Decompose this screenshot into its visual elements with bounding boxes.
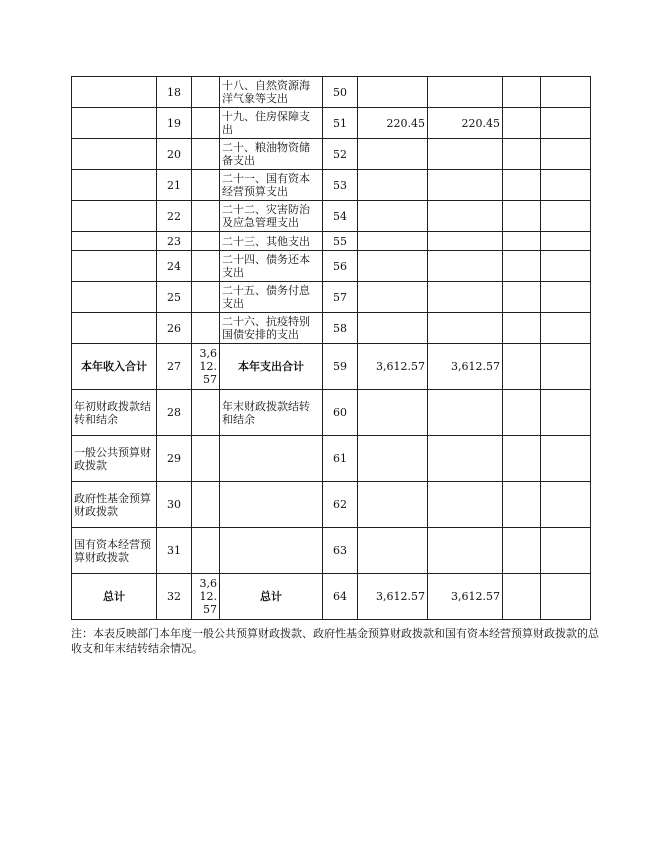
expense-total bbox=[358, 282, 428, 313]
income-amount bbox=[192, 139, 220, 170]
table-row bbox=[72, 482, 591, 528]
income-amount: 3,612.57 bbox=[192, 574, 220, 620]
expense-general-budget: 3,612.57 bbox=[428, 344, 503, 390]
expense-general-budget bbox=[428, 139, 503, 170]
expense-item-label: 二十三、其他支出 bbox=[220, 232, 323, 251]
income-item-label: 国有资本经营预算财政拨款 bbox=[72, 528, 157, 574]
expense-general-budget bbox=[428, 482, 503, 528]
income-seq: 28 bbox=[157, 390, 192, 436]
expense-item-label: 二十、粮油物资储备支出 bbox=[220, 139, 323, 170]
income-seq: 32 bbox=[157, 574, 192, 620]
income-seq: 30 bbox=[157, 482, 192, 528]
income-item-label bbox=[72, 170, 157, 201]
expense-total bbox=[358, 201, 428, 232]
expense-general-budget: 220.45 bbox=[428, 108, 503, 139]
income-amount bbox=[192, 251, 220, 282]
expense-seq: 64 bbox=[323, 574, 358, 620]
income-seq: 23 bbox=[157, 232, 192, 251]
income-item-label bbox=[72, 282, 157, 313]
income-seq: 27 bbox=[157, 344, 192, 390]
income-seq: 25 bbox=[157, 282, 192, 313]
expense-general-budget: 3,612.57 bbox=[428, 574, 503, 620]
expense-seq: 53 bbox=[323, 170, 358, 201]
expense-item-label bbox=[220, 528, 323, 574]
expense-fund-budget bbox=[503, 482, 541, 528]
table-row bbox=[72, 251, 591, 282]
expense-item-label: 年末财政拨款结转和结余 bbox=[220, 390, 323, 436]
expense-state-capital-budget bbox=[541, 201, 591, 232]
expense-seq: 58 bbox=[323, 313, 358, 344]
expense-state-capital-budget bbox=[541, 108, 591, 139]
expense-general-budget bbox=[428, 77, 503, 108]
expense-state-capital-budget bbox=[541, 282, 591, 313]
table-row bbox=[72, 201, 591, 232]
expense-item-label: 十八、自然资源海洋气象等支出 bbox=[220, 77, 323, 108]
expense-item-label: 十九、住房保障支出 bbox=[220, 108, 323, 139]
expense-total bbox=[358, 170, 428, 201]
expense-seq: 61 bbox=[323, 436, 358, 482]
expense-seq: 50 bbox=[323, 77, 358, 108]
expense-seq: 63 bbox=[323, 528, 358, 574]
income-amount: 3,612.57 bbox=[192, 344, 220, 390]
expense-general-budget bbox=[428, 201, 503, 232]
expense-fund-budget bbox=[503, 251, 541, 282]
table-row bbox=[72, 313, 591, 344]
table-body bbox=[72, 77, 591, 620]
expense-fund-budget bbox=[503, 313, 541, 344]
expense-seq: 51 bbox=[323, 108, 358, 139]
expense-fund-budget bbox=[503, 108, 541, 139]
expense-item-label bbox=[220, 482, 323, 528]
expense-state-capital-budget bbox=[541, 390, 591, 436]
income-item-label: 本年收入合计 bbox=[72, 344, 157, 390]
expense-general-budget bbox=[428, 313, 503, 344]
table-row bbox=[72, 528, 591, 574]
expense-seq: 62 bbox=[323, 482, 358, 528]
expense-seq: 52 bbox=[323, 139, 358, 170]
expense-general-budget bbox=[428, 282, 503, 313]
expense-seq: 59 bbox=[323, 344, 358, 390]
expense-fund-budget bbox=[503, 344, 541, 390]
table-row bbox=[72, 390, 591, 436]
expense-seq: 55 bbox=[323, 232, 358, 251]
table-row bbox=[72, 282, 591, 313]
table-row bbox=[72, 344, 591, 390]
expense-total: 3,612.57 bbox=[358, 574, 428, 620]
expense-state-capital-budget bbox=[541, 436, 591, 482]
income-amount bbox=[192, 201, 220, 232]
income-seq: 20 bbox=[157, 139, 192, 170]
table-row bbox=[72, 232, 591, 251]
expense-total bbox=[358, 251, 428, 282]
income-seq: 24 bbox=[157, 251, 192, 282]
expense-fund-budget bbox=[503, 436, 541, 482]
expense-state-capital-budget bbox=[541, 313, 591, 344]
income-amount bbox=[192, 313, 220, 344]
income-seq: 22 bbox=[157, 201, 192, 232]
income-item-label: 政府性基金预算财政拨款 bbox=[72, 482, 157, 528]
expense-state-capital-budget bbox=[541, 344, 591, 390]
expense-state-capital-budget bbox=[541, 77, 591, 108]
expense-total bbox=[358, 313, 428, 344]
income-item-label bbox=[72, 139, 157, 170]
expense-total bbox=[358, 232, 428, 251]
table-row bbox=[72, 574, 591, 620]
income-amount bbox=[192, 77, 220, 108]
expense-total bbox=[358, 77, 428, 108]
expense-fund-budget bbox=[503, 77, 541, 108]
expense-item-label: 二十一、国有资本经营预算支出 bbox=[220, 170, 323, 201]
expense-total bbox=[358, 436, 428, 482]
expense-total bbox=[358, 482, 428, 528]
expense-general-budget bbox=[428, 232, 503, 251]
expense-state-capital-budget bbox=[541, 232, 591, 251]
expense-total bbox=[358, 390, 428, 436]
income-seq: 26 bbox=[157, 313, 192, 344]
expense-total bbox=[358, 528, 428, 574]
expense-fund-budget bbox=[503, 574, 541, 620]
expense-total: 3,612.57 bbox=[358, 344, 428, 390]
table-row bbox=[72, 170, 591, 201]
income-seq: 21 bbox=[157, 170, 192, 201]
income-seq: 19 bbox=[157, 108, 192, 139]
expense-seq: 60 bbox=[323, 390, 358, 436]
expense-item-label: 二十五、债务付息支出 bbox=[220, 282, 323, 313]
expense-fund-budget bbox=[503, 201, 541, 232]
expense-general-budget bbox=[428, 528, 503, 574]
income-amount bbox=[192, 436, 220, 482]
income-item-label bbox=[72, 313, 157, 344]
income-item-label bbox=[72, 108, 157, 139]
expense-fund-budget bbox=[503, 390, 541, 436]
table-row bbox=[72, 108, 591, 139]
expense-item-label: 二十六、抗疫特别国债安排的支出 bbox=[220, 313, 323, 344]
expense-general-budget bbox=[428, 390, 503, 436]
income-seq: 31 bbox=[157, 528, 192, 574]
expense-state-capital-budget bbox=[541, 139, 591, 170]
expense-fund-budget bbox=[503, 170, 541, 201]
expense-item-label: 二十四、债务还本支出 bbox=[220, 251, 323, 282]
expense-seq: 56 bbox=[323, 251, 358, 282]
table-row bbox=[72, 77, 591, 108]
expense-general-budget bbox=[428, 170, 503, 201]
income-item-label bbox=[72, 251, 157, 282]
income-item-label: 总计 bbox=[72, 574, 157, 620]
expense-general-budget bbox=[428, 251, 503, 282]
income-item-label bbox=[72, 201, 157, 232]
expense-state-capital-budget bbox=[541, 574, 591, 620]
income-item-label bbox=[72, 232, 157, 251]
expense-item-label: 总计 bbox=[220, 574, 323, 620]
expense-seq: 57 bbox=[323, 282, 358, 313]
income-seq: 29 bbox=[157, 436, 192, 482]
income-item-label bbox=[72, 77, 157, 108]
expense-item-label bbox=[220, 436, 323, 482]
income-amount bbox=[192, 170, 220, 201]
expense-state-capital-budget bbox=[541, 251, 591, 282]
expense-state-capital-budget bbox=[541, 528, 591, 574]
expense-item-label: 本年支出合计 bbox=[220, 344, 323, 390]
expense-fund-budget bbox=[503, 139, 541, 170]
income-amount bbox=[192, 528, 220, 574]
income-amount bbox=[192, 108, 220, 139]
expense-general-budget bbox=[428, 436, 503, 482]
expense-total: 220.45 bbox=[358, 108, 428, 139]
expense-total bbox=[358, 139, 428, 170]
table-row bbox=[72, 436, 591, 482]
expense-state-capital-budget bbox=[541, 170, 591, 201]
income-amount bbox=[192, 482, 220, 528]
table-note: 注：本表反映部门本年度一般公共预算财政拨款、政府性基金预算财政拨款和国有资本经营预算财政拨款的总收支和年末结转结余情况。 bbox=[71, 627, 599, 655]
expense-fund-budget bbox=[503, 528, 541, 574]
table-row bbox=[72, 139, 591, 170]
income-amount bbox=[192, 232, 220, 251]
income-item-label: 年初财政拨款结转和结余 bbox=[72, 390, 157, 436]
expense-item-label: 二十二、灾害防治及应急管理支出 bbox=[220, 201, 323, 232]
expense-fund-budget bbox=[503, 232, 541, 251]
income-amount bbox=[192, 390, 220, 436]
income-item-label: 一般公共预算财政拨款 bbox=[72, 436, 157, 482]
expense-seq: 54 bbox=[323, 201, 358, 232]
budget-table bbox=[71, 76, 591, 620]
expense-state-capital-budget bbox=[541, 482, 591, 528]
expense-fund-budget bbox=[503, 282, 541, 313]
income-seq: 18 bbox=[157, 77, 192, 108]
income-amount bbox=[192, 282, 220, 313]
